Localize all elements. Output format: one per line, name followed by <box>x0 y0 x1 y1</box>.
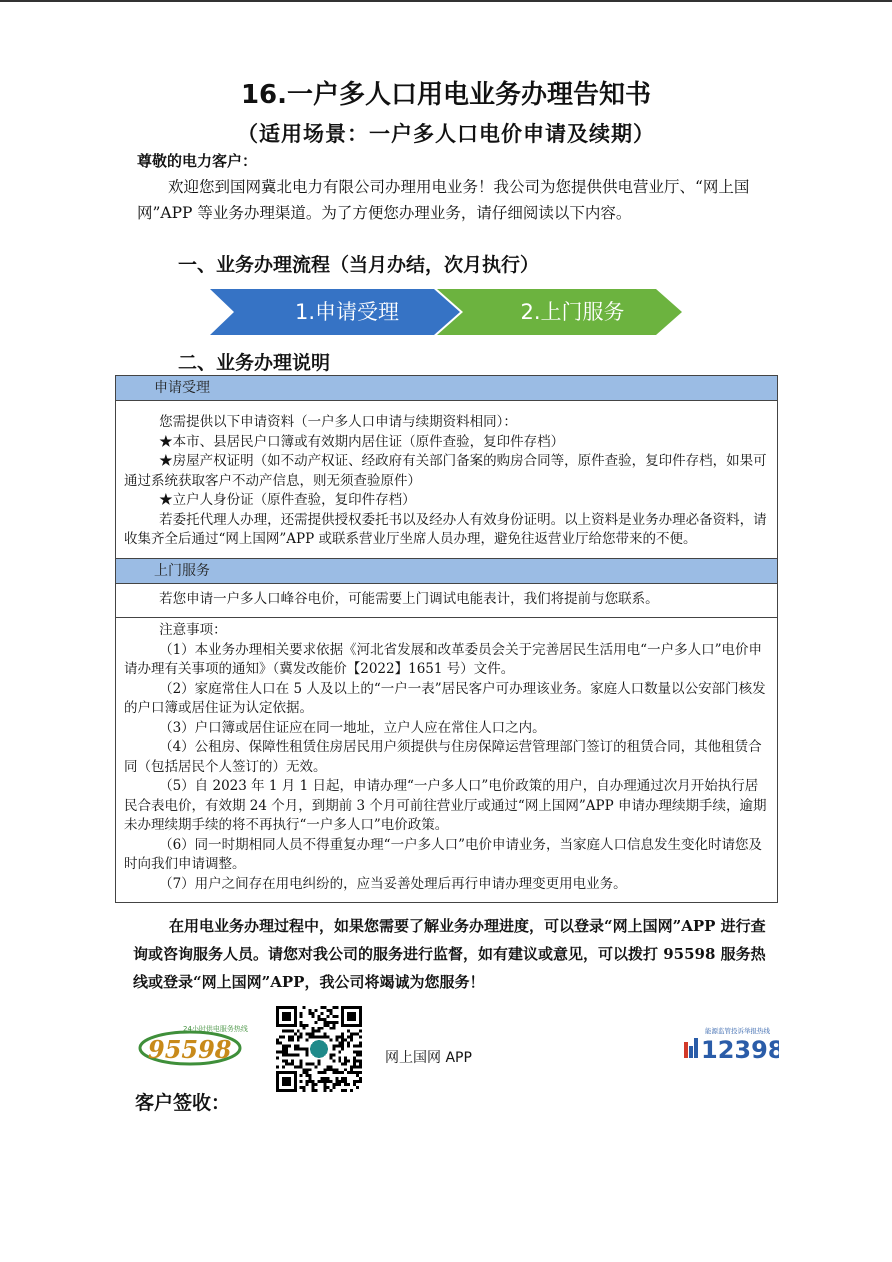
customer-sign-label: 客户签收： <box>135 1092 231 1114</box>
note-item-4: （4）公租房、保障性租赁住房居民用户须提供与住房保障运营管理部门签订的租赁合同，其他租赁合同（包括居民个人签订的）无效。 <box>124 739 762 775</box>
process-flow <box>210 289 682 335</box>
top-border-line <box>0 0 892 2</box>
hotline-95598-logo <box>138 1022 248 1068</box>
greeting: 尊敬的电力客户： <box>137 152 258 170</box>
note-item-1: （1）本业务办理相关要求依据《河北省发展和改革委员会关于完善居民生活用电“一户多人口”电价申请办理有关事项的通知》（冀发改能价【2022】1651 号）文件。 <box>124 641 762 677</box>
closing-paragraph: 在用电业务办理过程中，如果您需要了解业务办理进度，可以登录“网上国网”APP 进行查询或咨询服务人员。请您对我公司的服务进行监督，如有建议或意见，可以拨打 95598 服务热线或登录“网上国网”APP，我公司将竭诚为您服务！ <box>133 917 766 991</box>
description-heading: 二、业务办理说明 <box>178 352 331 374</box>
document-title: 16.一户多人口用电业务办理告知书 <box>240 80 652 110</box>
qr-caption: 网上国网 APP <box>385 1050 472 1066</box>
apply-line-3: ★房屋产权证明（如不动产权证、经政府有关部门备案的购房合同等，原件查验，复印件存档，如果可通过系统获取客户不动产信息，则无须查验原件） <box>124 453 767 489</box>
hotline-12398-number: 12398 <box>701 1036 779 1064</box>
intro-paragraph: 欢迎您到国网冀北电力有限公司办理用电业务！我公司为您提供供电营业厅、“网上国网”APP 等业务办理渠道。为了方便您办理业务，请仔细阅读以下内容。 <box>137 178 750 222</box>
apply-line-1: 您需提供以下申请资料（一户多人口申请与续期资料相同）： <box>159 414 517 430</box>
document-subtitle: （适用场景：一户多人口电价申请及续期） <box>237 122 655 146</box>
qr-code[interactable] <box>276 1006 362 1092</box>
note-item-3: （3）户口簿或居住证应在同一地址，立户人应在常住人口之内。 <box>159 719 546 736</box>
hotline-12398-logo <box>683 1024 779 1064</box>
section-visit-header: 上门服务 <box>116 559 777 584</box>
apply-line-5: 若委托代理人办理，还需提供授权委托书以及经办人有效身份证明。以上资料是业务办理必备资料，请收集齐全后通过“网上国网”APP 或联系营业厅坐席人员办理，避免往返营业厅给您带来的不便。 <box>124 511 767 547</box>
visit-text: 若您申请一户多人口峰谷电价，可能需要上门调试电能表计，我们将提前与您联系。 <box>159 590 659 607</box>
process-heading: 一、业务办理流程（当月办结，次月执行） <box>178 254 540 276</box>
step-2-label: 2.上门服务 <box>520 300 625 324</box>
note-item-7: （7）用户之间存在用电纠纷的，应当妥善处理后再行申请办理变更用电业务。 <box>159 875 627 892</box>
notes-title: 注意事项： <box>159 622 227 638</box>
note-item-2: （2）家庭常住人口在 5 人及以上的“一户一表”居民客户可办理该业务。家庭人口数量以公安部门核发的户口簿或居住证为认定依据。 <box>124 680 766 716</box>
apply-line-2: ★本市、县居民户口簿或有效期内居住证（原件查验，复印件存档） <box>159 433 565 450</box>
apply-line-4: ★立户人身份证（原件查验，复印件存档） <box>159 492 416 508</box>
step-1-label: 1.申请受理 <box>294 300 400 324</box>
hotline-95598-number: 95598 <box>148 1035 232 1064</box>
note-item-5: （5）自 2023 年 1 月 1 日起，申请办理“一户多人口”电价政策的用户，自办理通过次月开始执行居民合表电价，有效期 24 个月，到期前 3 个月可前往营业厅或通过“网上国网”APP 申请办理续期手续，逾期未办理续期手续的将不再执行“一户多人口”电价政策。 <box>124 778 767 833</box>
section-apply-header: 申请受理 <box>116 376 777 401</box>
description-table <box>115 375 778 903</box>
section-notes <box>116 618 777 902</box>
note-item-6: （6）同一时期相同人员不得重复办理“一户多人口”电价申请业务，当家庭人口信息发生变化时请您及时向我们申请调整。 <box>124 836 762 872</box>
section-apply-content <box>116 401 777 559</box>
hotline-95598-tag: 24小时供电服务热线 <box>183 1025 248 1033</box>
hotline-12398-tag: 能源监管投诉举报热线 <box>705 1027 770 1035</box>
section-visit-content <box>116 584 777 619</box>
